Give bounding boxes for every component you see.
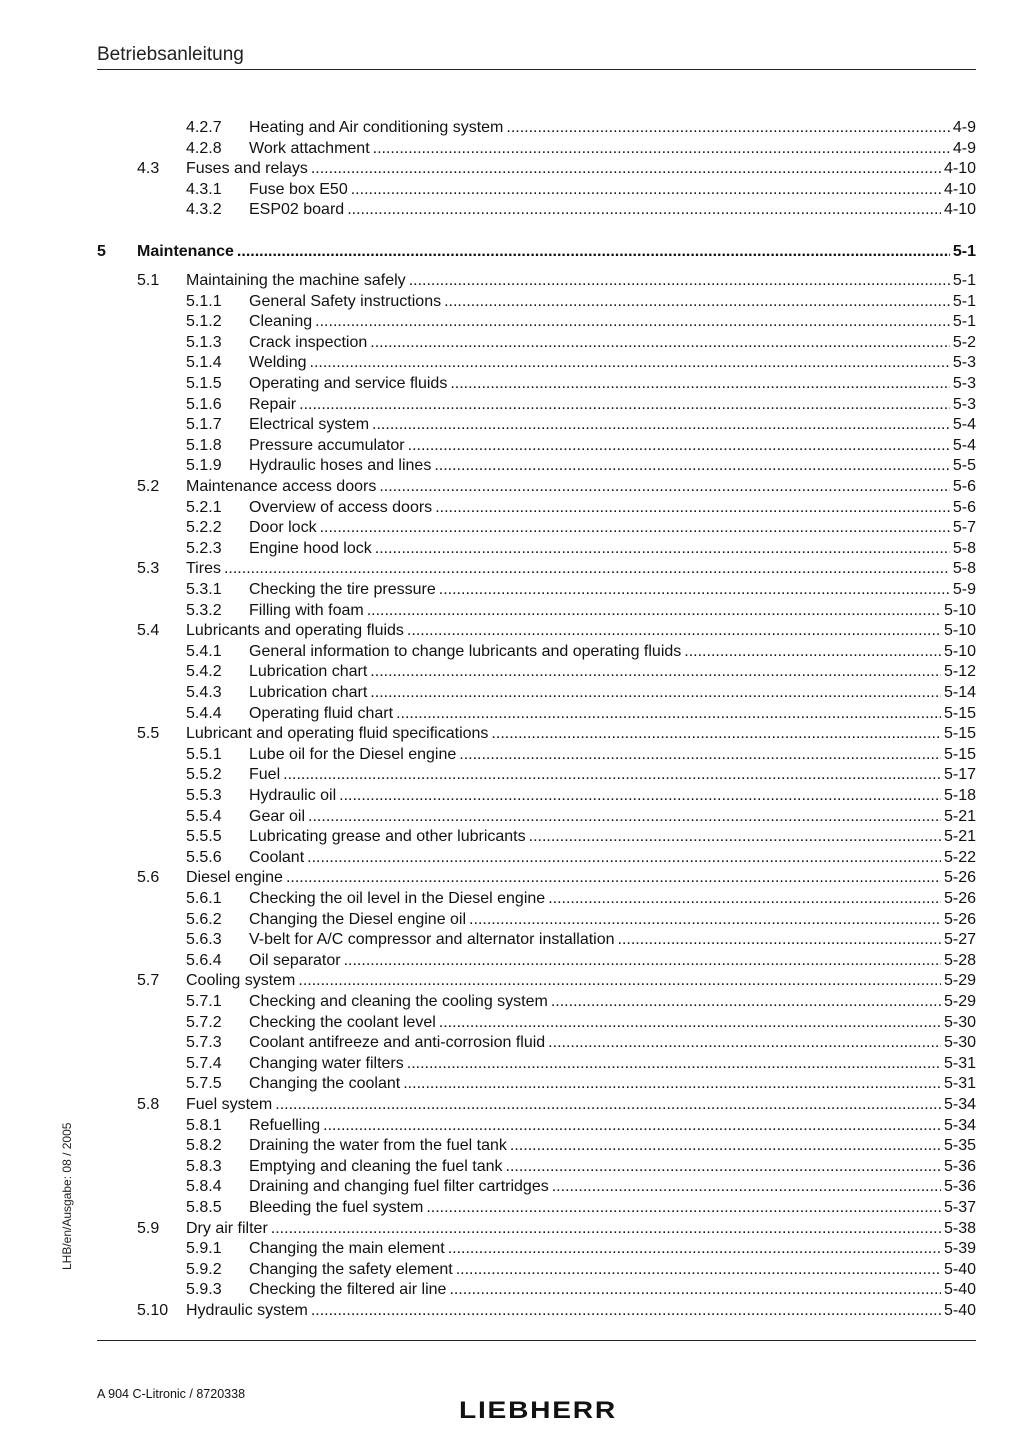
toc-entry[interactable] [0, 724, 1024, 744]
toc-leader-dots [434, 456, 950, 476]
toc-entry-page: 5-34 [943, 1096, 976, 1113]
toc-leader-dots [618, 930, 941, 950]
toc-entry-number: 5.2 [137, 478, 160, 495]
toc-entry-number: 5.5.5 [186, 828, 222, 846]
toc-entry[interactable] [0, 1116, 1024, 1136]
toc-leader-dots [448, 1239, 941, 1259]
toc-entry[interactable] [0, 683, 1024, 703]
toc-entry-number: 5.6 [137, 869, 160, 887]
toc-entry-number: 5.1.5 [186, 375, 222, 392]
toc-entry[interactable] [0, 498, 1024, 518]
toc-entry[interactable] [0, 139, 1024, 159]
toc-entry-page: 5-40 [943, 1302, 976, 1319]
toc-entry-page: 4-9 [952, 119, 976, 136]
toc-entry-title: Checking the tire pressure [249, 581, 436, 598]
toc-entry-title: Operating and service fluids [249, 375, 448, 392]
toc-entry-page: 5-27 [943, 931, 976, 949]
toc-entry-page: 5-10 [943, 601, 976, 619]
toc-entry-number: 4.3.2 [186, 201, 222, 219]
toc-entry-number: 5.1.8 [186, 436, 222, 454]
toc-entry-title: Maintaining the machine safely [186, 272, 406, 289]
toc-entry-number: 5.7.4 [186, 1054, 222, 1072]
toc-entry-title: Changing the main element [249, 1240, 445, 1258]
toc-entry[interactable] [0, 807, 1024, 827]
toc-entry-title: Engine hood lock [249, 539, 372, 557]
toc-entry-title: Fuse box E50 [249, 180, 348, 198]
toc-leader-dots [439, 1013, 941, 1033]
toc-leader-dots [275, 1095, 941, 1115]
toc-entry-number: 5.5.2 [186, 766, 222, 784]
toc-entry-page: 5-38 [943, 1219, 976, 1237]
toc-entry-title: Maintenance access doors [186, 478, 377, 495]
toc-entry[interactable] [0, 1136, 1024, 1156]
toc-entry[interactable] [0, 395, 1024, 415]
toc-entry-title: Cooling system [186, 972, 296, 990]
toc-entry-title: Lubricants and operating fluids [186, 622, 404, 640]
toc-entry-title: Gear oil [249, 807, 306, 825]
toc-entry-title: Work attachment [249, 139, 370, 157]
toc-entry-title: Coolant [249, 848, 305, 866]
toc-entry-title: Coolant antifreeze and anti-corrosion fluid [249, 1034, 546, 1052]
toc-entry[interactable] [0, 374, 1024, 394]
liebherr-logo-text: LIEBHERR [459, 1398, 617, 1420]
toc-entry-number: 5.5.4 [186, 807, 222, 825]
toc-entry[interactable] [0, 601, 1024, 621]
toc-leader-dots [320, 518, 950, 538]
toc-entry-page: 5-8 [952, 560, 976, 578]
toc-entry-number: 5.1.9 [186, 457, 222, 475]
toc-entry-page: 5-1 [952, 272, 976, 289]
toc-leader-dots [548, 889, 941, 909]
toc-leader-dots [286, 868, 941, 888]
toc-entry-title: Refuelling [249, 1116, 321, 1134]
toc-leader-dots [684, 642, 941, 662]
toc-entry-page: 5-6 [952, 478, 976, 495]
toc-entry-title: Operating fluid chart [249, 704, 394, 722]
toc-leader-dots [548, 1033, 941, 1053]
toc-entry[interactable] [0, 436, 1024, 456]
toc-entry-title: Changing the safety element [249, 1260, 453, 1278]
toc-entry[interactable] [0, 1280, 1024, 1300]
toc-entry-number: 4.2.7 [186, 119, 222, 136]
toc-entry-title: Checking and cleaning the cooling system [249, 993, 548, 1010]
toc-leader-dots [551, 992, 941, 1012]
toc-leader-dots [403, 1074, 941, 1094]
toc-leader-dots [367, 601, 941, 621]
toc-entry[interactable] [0, 827, 1024, 847]
toc-entry[interactable] [0, 704, 1024, 724]
toc-entry[interactable] [0, 745, 1024, 765]
toc-entry-number: 5.3.2 [186, 601, 222, 619]
toc-entry[interactable] [0, 889, 1024, 909]
toc-entry-number: 5.6.1 [186, 890, 222, 907]
toc-entry-page: 5-15 [943, 745, 976, 763]
toc-entry-page: 5-21 [943, 828, 976, 846]
toc-entry[interactable] [0, 477, 1024, 497]
toc-entry-number: 5.7.2 [186, 1013, 222, 1031]
toc-entry-number: 5.7.3 [186, 1034, 222, 1052]
toc-leader-dots [311, 159, 941, 179]
toc-entry-number: 5.1.3 [186, 333, 222, 351]
toc-entry-title: Repair [249, 395, 297, 413]
page-header-title: Betriebsanleitung [97, 44, 244, 65]
toc-entry[interactable] [0, 642, 1024, 662]
toc-entry-page: 5-18 [943, 787, 976, 804]
toc-leader-dots [506, 1157, 941, 1177]
toc-entry-title: Hydraulic oil [249, 787, 337, 804]
toc-entry[interactable] [0, 786, 1024, 806]
toc-leader-dots [408, 436, 950, 456]
toc-leader-dots [439, 580, 950, 600]
toc-entry-page: 5-7 [952, 519, 976, 537]
edition-side-label: LHB/en/Ausgabe: 08 / 2005 [60, 1122, 74, 1270]
toc-entry-number: 5.1.2 [186, 313, 222, 331]
toc-entry-title: Emptying and cleaning the fuel tank [249, 1157, 503, 1175]
toc-leader-dots [307, 848, 941, 868]
toc-entry-page: 5-1 [952, 292, 976, 310]
toc-entry[interactable] [0, 180, 1024, 200]
toc-entry-number: 5.8.1 [186, 1116, 222, 1134]
toc-entry-page: 5-29 [943, 972, 976, 990]
toc-entry-number: 5 [97, 243, 106, 260]
toc-entry-page: 5-21 [943, 807, 976, 825]
toc-entry-number: 5.3 [137, 560, 160, 578]
toc-entry-page: 5-3 [952, 395, 976, 413]
toc-leader-dots [351, 180, 941, 200]
toc-leader-dots [271, 1219, 941, 1239]
toc-entry-number: 5.8.2 [186, 1137, 222, 1155]
toc-entry[interactable] [0, 353, 1024, 373]
toc-entry-page: 5-34 [943, 1116, 976, 1134]
toc-entry-page: 5-1 [952, 243, 976, 260]
toc-leader-dots [396, 704, 941, 724]
toc-leader-dots [311, 1301, 941, 1321]
toc-entry-number: 5.2.3 [186, 539, 222, 557]
toc-leader-dots [308, 807, 941, 827]
toc-leader-dots [529, 827, 941, 847]
toc-entry-page: 5-30 [943, 1013, 976, 1031]
toc-entry-number: 5.4.3 [186, 684, 222, 701]
toc-entry-number: 5.7 [137, 972, 160, 990]
toc-entry-number: 5.1.6 [186, 395, 222, 413]
toc-entry-title: V-belt for A/C compressor and alternator installation [249, 931, 615, 949]
toc-entry-title: Fuel system [186, 1096, 273, 1113]
toc-leader-dots [379, 477, 950, 497]
toc-entry-number: 5.9.3 [186, 1281, 222, 1299]
toc-entry-title: Tires [186, 560, 221, 578]
toc-entry-page: 5-2 [952, 333, 976, 351]
toc-entry[interactable] [0, 765, 1024, 785]
toc-entry-page: 5-22 [943, 848, 976, 866]
toc-entry-page: 5-26 [943, 890, 976, 907]
toc-entry-title: General Safety instructions [249, 292, 442, 310]
toc-entry-page: 4-10 [943, 160, 976, 178]
toc-entry[interactable] [0, 1157, 1024, 1177]
toc-entry[interactable] [0, 1301, 1024, 1321]
toc-entry[interactable] [0, 518, 1024, 538]
toc-entry-page: 5-5 [952, 457, 976, 475]
toc-entry-title: Changing the coolant [249, 1075, 401, 1093]
toc-leader-dots [444, 292, 950, 312]
toc-entry[interactable] [0, 1219, 1024, 1239]
toc-entry[interactable] [0, 539, 1024, 559]
toc-entry-title: Crack inspection [249, 333, 368, 351]
toc-entry-page: 5-4 [952, 436, 976, 454]
toc-leader-dots [469, 910, 941, 930]
toc-entry-page: 5-28 [943, 951, 976, 969]
toc-leader-dots [510, 1136, 941, 1156]
toc-entry-number: 5.8 [137, 1096, 160, 1113]
toc-entry[interactable] [0, 1074, 1024, 1094]
toc-entry-title: Checking the oil level in the Diesel engine [249, 890, 546, 907]
toc-entry-page: 5-37 [943, 1199, 976, 1216]
toc-entry-page: 5-26 [943, 910, 976, 928]
toc-entry-number: 4.3.1 [186, 180, 222, 198]
toc-leader-dots [344, 951, 941, 971]
toc-leader-dots [237, 242, 950, 262]
toc-entry-number: 5.10 [137, 1302, 169, 1319]
toc-leader-dots [449, 1280, 941, 1300]
toc-entry-page: 4-10 [943, 180, 976, 198]
toc-entry[interactable] [0, 271, 1024, 291]
toc-entry-number: 5.4.4 [186, 704, 222, 722]
toc-entry[interactable] [0, 456, 1024, 476]
toc-entry-title: General information to change lubricants and operating fluids [249, 642, 682, 660]
toc-entry-page: 5-10 [943, 642, 976, 660]
toc-leader-dots [459, 745, 941, 765]
toc-entry-number: 5.4.2 [186, 663, 222, 681]
toc-leader-dots [435, 498, 950, 518]
toc-entry-number: 5.7.5 [186, 1075, 222, 1093]
toc-leader-dots [375, 539, 950, 559]
toc-entry-title: Oil separator [249, 951, 341, 969]
toc-entry-title: Lubrication chart [249, 684, 368, 701]
toc-entry[interactable] [0, 333, 1024, 353]
toc-entry[interactable] [0, 1013, 1024, 1033]
toc-leader-dots [370, 333, 950, 353]
toc-entry-page: 5-35 [943, 1137, 976, 1155]
toc-entry-page: 5-3 [952, 354, 976, 372]
toc-entry-page: 5-40 [943, 1260, 976, 1278]
toc-entry-title: Cleaning [249, 313, 313, 331]
toc-entry-number: 5.6.4 [186, 951, 222, 969]
toc-entry-page: 5-8 [952, 539, 976, 557]
toc-entry-title: Hydraulic system [186, 1302, 308, 1319]
toc-entry-number: 5.4.1 [186, 642, 222, 660]
toc-entry[interactable] [0, 1054, 1024, 1074]
toc-leader-dots [506, 118, 950, 138]
toc-entry-title: Draining the water from the fuel tank [249, 1137, 507, 1155]
toc-entry-number: 5.7.1 [186, 993, 222, 1010]
toc-entry[interactable] [0, 1095, 1024, 1115]
toc-entry[interactable] [0, 951, 1024, 971]
toc-leader-dots [370, 662, 941, 682]
toc-leader-dots [315, 312, 950, 332]
toc-entry-title: Dry air filter [186, 1219, 268, 1237]
toc-entry-title: Welding [249, 354, 307, 372]
toc-entry-number: 5.2.1 [186, 498, 222, 516]
toc-entry-number: 5.5 [137, 725, 160, 743]
toc-leader-dots [298, 971, 941, 991]
toc-entry-page: 5-4 [952, 416, 976, 434]
toc-entry[interactable] [0, 200, 1024, 220]
toc-entry-number: 5.5.3 [186, 787, 222, 804]
toc-leader-dots [456, 1260, 941, 1280]
toc-leader-dots [552, 1177, 941, 1197]
toc-entry[interactable] [0, 992, 1024, 1012]
toc-entry[interactable] [0, 415, 1024, 435]
toc-entry[interactable] [0, 312, 1024, 332]
toc-entry-title: Checking the coolant level [249, 1013, 436, 1031]
toc-entry-number: 5.1.1 [186, 292, 222, 310]
toc-entry-page: 5-1 [952, 313, 976, 331]
toc-entry-title: Filling with foam [249, 601, 364, 619]
toc-leader-dots [299, 395, 950, 415]
toc-entry-number: 5.9 [137, 1219, 160, 1237]
toc-entry-number: 5.1.4 [186, 354, 222, 372]
toc-leader-dots [450, 374, 950, 394]
footer-rule [97, 1340, 976, 1341]
toc-entry[interactable] [0, 1198, 1024, 1218]
toc-entry-number: 5.9.2 [186, 1260, 222, 1278]
toc-entry[interactable] [0, 159, 1024, 179]
toc-entry-page: 4-10 [943, 201, 976, 219]
toc-entry-number: 4.2.8 [186, 139, 222, 157]
footer-document-id: A 904 C-Litronic / 8720338 [97, 1387, 246, 1401]
toc-entry[interactable] [0, 930, 1024, 950]
liebherr-logo [458, 1398, 618, 1420]
toc-entry-title: Heating and Air conditioning system [249, 119, 504, 136]
toc-entry-title: Draining and changing fuel filter cartridges [249, 1178, 549, 1196]
toc-leader-dots [373, 139, 950, 159]
toc-entry-page: 5-3 [952, 375, 976, 392]
toc-entry-page: 5-9 [952, 581, 976, 598]
toc-entry-number: 5.5.6 [186, 848, 222, 866]
toc-entry-number: 5.5.1 [186, 745, 222, 763]
toc-leader-dots [339, 786, 941, 806]
toc-leader-dots [347, 200, 941, 220]
toc-leader-dots [283, 765, 941, 785]
toc-entry-title: Fuses and relays [186, 160, 308, 178]
toc-entry-number: 5.3.1 [186, 581, 222, 598]
toc-entry-title: Maintenance [137, 243, 234, 260]
toc-entry-page: 5-10 [943, 622, 976, 640]
toc-entry-number: 5.4 [137, 622, 160, 640]
toc-entry[interactable] [0, 1177, 1024, 1197]
toc-entry-number: 5.1.7 [186, 416, 222, 434]
toc-entry-title: Pressure accumulator [249, 436, 405, 454]
toc-entry-page: 5-26 [943, 869, 976, 887]
toc-entry-page: 5-31 [943, 1054, 976, 1072]
toc-entry-number: 5.1 [137, 272, 160, 289]
toc-entry[interactable] [0, 580, 1024, 600]
toc-entry-page: 5-36 [943, 1157, 976, 1175]
toc-entry-title: Diesel engine [186, 869, 283, 887]
toc-entry-title: Bleeding the fuel system [249, 1199, 424, 1216]
toc-entry-page: 5-6 [952, 498, 976, 516]
toc-entry[interactable] [0, 971, 1024, 991]
toc-entry-title: Lubricant and operating fluid specifications [186, 725, 489, 743]
toc-entry-number: 5.6.3 [186, 931, 222, 949]
toc-entry-page: 5-39 [943, 1240, 976, 1258]
toc-entry-page: 5-15 [943, 725, 976, 743]
toc-leader-dots [310, 353, 950, 373]
toc-entry-title: Hydraulic hoses and lines [249, 457, 432, 475]
toc-entry-page: 5-12 [943, 663, 976, 681]
toc-entry[interactable] [0, 621, 1024, 641]
toc-entry[interactable] [0, 1260, 1024, 1280]
toc-entry[interactable] [0, 292, 1024, 312]
toc-entry[interactable] [0, 868, 1024, 888]
toc-entry-page: 5-15 [943, 704, 976, 722]
toc-entry[interactable] [0, 662, 1024, 682]
toc-leader-dots [370, 683, 941, 703]
toc-leader-dots [491, 724, 941, 744]
toc-leader-dots [323, 1116, 941, 1136]
toc-entry[interactable] [0, 559, 1024, 579]
toc-entry-page: 5-30 [943, 1034, 976, 1052]
toc-leader-dots [224, 559, 950, 579]
toc-leader-dots [407, 1054, 941, 1074]
toc-entry-page: 5-31 [943, 1075, 976, 1093]
toc-entry-number: 4.3 [137, 160, 160, 178]
toc-entry-title: Overview of access doors [249, 498, 433, 516]
toc-leader-dots [407, 621, 941, 641]
toc-entry-page: 5-36 [943, 1178, 976, 1196]
toc-entry-number: 5.9.1 [186, 1240, 222, 1258]
toc-entry-title: Changing the Diesel engine oil [249, 910, 467, 928]
toc-entry-title: ESP02 board [249, 201, 345, 219]
toc-entry-number: 5.2.2 [186, 519, 222, 537]
toc-entry-number: 5.8.5 [186, 1199, 222, 1216]
toc-entry-title: Checking the filtered air line [249, 1281, 447, 1299]
toc-entry-number: 5.6.2 [186, 910, 222, 928]
toc-leader-dots [372, 415, 950, 435]
toc-entry-title: Door lock [249, 519, 317, 537]
toc-entry-page: 5-40 [943, 1281, 976, 1299]
toc-entry-number: 5.8.3 [186, 1157, 222, 1175]
toc-entry-page: 5-14 [943, 684, 976, 701]
toc-entry[interactable] [0, 848, 1024, 868]
toc-entry-title: Lubricating grease and other lubricants [249, 828, 526, 846]
toc-entry-title: Changing water filters [249, 1054, 404, 1072]
toc-entry-number: 5.8.4 [186, 1178, 222, 1196]
toc-entry-title: Lube oil for the Diesel engine [249, 745, 457, 763]
toc-entry[interactable] [0, 1033, 1024, 1053]
toc-entry-title: Fuel [249, 766, 281, 784]
toc-entry-title: Lubrication chart [249, 663, 368, 681]
toc-entry-page: 4-9 [952, 139, 976, 157]
toc-entry-title: Electrical system [249, 416, 370, 434]
toc-leader-dots [409, 271, 950, 291]
toc-leader-dots [426, 1198, 941, 1218]
toc-entry-page: 5-17 [943, 766, 976, 784]
toc-entry[interactable] [0, 118, 1024, 138]
toc-entry[interactable] [0, 1239, 1024, 1259]
toc-entry-page: 5-29 [943, 993, 976, 1010]
toc-entry[interactable] [0, 242, 1024, 262]
toc-entry[interactable] [0, 910, 1024, 930]
